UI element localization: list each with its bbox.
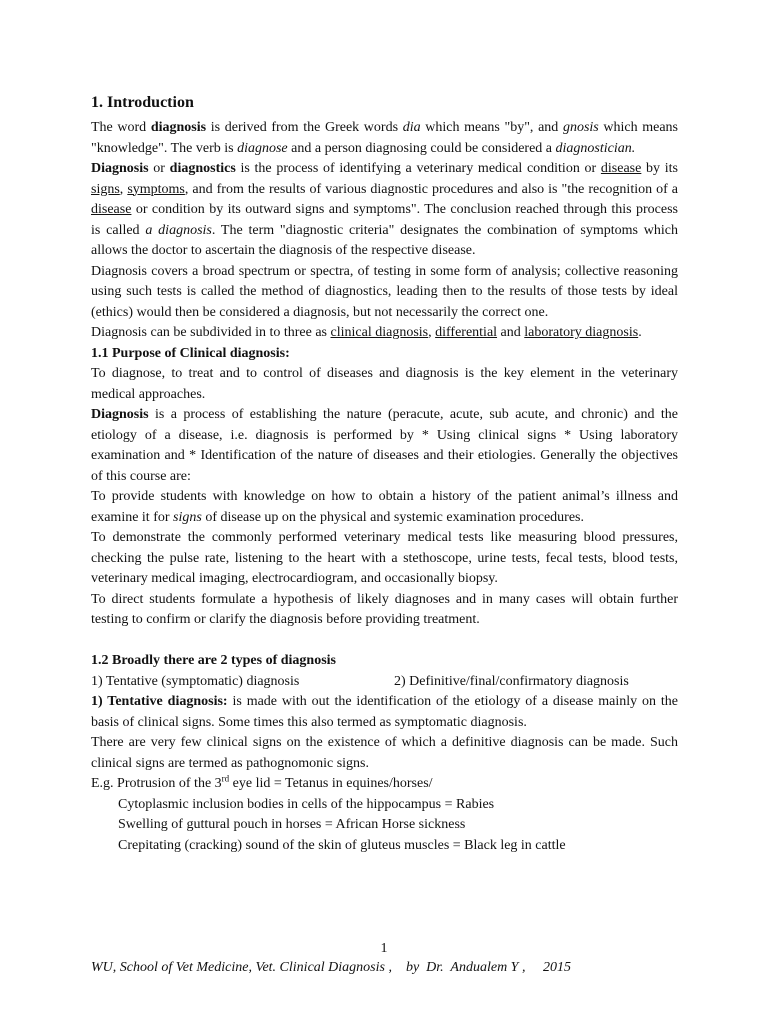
- example-african-horse-sickness: Swelling of guttural pouch in horses = African Horse sickness: [118, 817, 466, 832]
- bold-term: Diagnosis: [91, 407, 149, 422]
- paragraph-definition: [91, 159, 678, 262]
- types-row: [91, 672, 678, 693]
- paragraph-objective-history: [91, 487, 678, 528]
- text: or condition by its outward signs and symptoms". The conclusion reached through this process is called: [91, 202, 678, 238]
- example-black-leg: Crepitating (cracking) sound of the skin of gluteus muscles = Black leg in cattle: [118, 837, 566, 853]
- italic-term: diagnose: [237, 140, 288, 156]
- text: is the process of identifying a veterinary medical condition or: [235, 161, 601, 176]
- text: ,: [119, 181, 128, 197]
- bold-term: Diagnosis: [91, 161, 149, 176]
- bold-term: diagnostics: [169, 161, 236, 176]
- text: . The term "diagnostic criteria" designates the combination of symptoms which allows the doctor to ascertain the diagnosis of the respective disease.: [91, 222, 678, 258]
- link-clinical-diagnosis[interactable]: clinical diagnosis: [330, 325, 429, 340]
- link-signs[interactable]: signs: [91, 181, 120, 197]
- superscript: rd: [221, 773, 230, 784]
- text: and: [497, 325, 525, 340]
- bold-term: diagnosis: [150, 120, 207, 135]
- document-body: [91, 92, 678, 856]
- text: of disease up on the physical and systemic examination procedures.: [201, 509, 584, 525]
- bold-term: 1) Tentative diagnosis:: [91, 694, 228, 709]
- italic-term: signs: [173, 509, 202, 525]
- type-definitive: 2) Definitive/final/confirmatory diagnosis: [394, 673, 629, 689]
- text: is a process of establishing the nature (peracute, acute, sub acute, and chronic) and the etiology of a disease, i.e. diagnosis is performed by * Using clinical signs * Using laboratory examination and * Identification of the nature of diseases and their etiologies. Generally the objectives of this course are:: [91, 407, 678, 484]
- link-laboratory-diagnosis[interactable]: laboratory diagnosis: [524, 325, 639, 340]
- page-footer: WU, School of Vet Medicine, Vet. Clinical Diagnosis , by Dr. Andualem Y , 2015: [91, 960, 571, 975]
- text: which means "knowledge". The verb is: [91, 120, 679, 156]
- example-rabies: Cytoplasmic inclusion bodies in cells of the hippocampus = Rabies: [118, 796, 495, 812]
- paragraph-objective-hypothesis: To direct students formulate a hypothesis of likely diagnoses and in many cases will obtain further testing to confirm or clarify the diagnosis before providing treatment.: [91, 591, 678, 627]
- paragraph-purpose: To diagnose, to treat and to control of diseases and diagnosis is the key element in the veterinary medical approaches.: [91, 366, 678, 402]
- text: To provide students with knowledge on how to obtain a history of the patient animal’s illness and examine it for: [91, 489, 678, 525]
- italic-term: gnosis: [562, 120, 599, 135]
- link-differential[interactable]: differential: [435, 325, 498, 340]
- text: Diagnosis can be subdivided in to three as: [91, 325, 331, 340]
- paragraph-process: [91, 405, 678, 487]
- section-heading-introduction: 1. Introduction: [91, 94, 194, 111]
- text: by its: [641, 161, 678, 176]
- link-disease[interactable]: disease: [600, 161, 642, 176]
- paragraph-subdivision: [91, 323, 678, 344]
- type-tentative: 1) Tentative (symptomatic) diagnosis: [91, 673, 300, 689]
- link-disease[interactable]: disease: [91, 202, 132, 217]
- text: The word: [91, 120, 151, 135]
- text: or: [148, 161, 170, 176]
- italic-term: dia: [402, 120, 421, 135]
- paragraph-etymology: [91, 118, 678, 159]
- page-number: 1: [380, 941, 388, 956]
- link-symptoms[interactable]: symptoms: [127, 181, 185, 197]
- italic-term: a diagnosis: [145, 222, 212, 238]
- text: is made with out the identification of the etiology of a disease mainly on the basis of clinical signs. Some times this also termed as symptomatic diagnosis.: [91, 694, 678, 730]
- example-tetanus: [91, 774, 678, 795]
- section-heading-purpose: 1.1 Purpose of Clinical diagnosis:: [91, 345, 290, 361]
- italic-term: diagnostician.: [555, 140, 636, 156]
- text: E.g. Protrusion of the 3: [91, 776, 222, 791]
- paragraph-spectrum: Diagnosis covers a broad spectrum or spectra, of testing in some form of analysis; collective reasoning using such tests is called the method of diagnostics, leading then to the results of those tests by ideal (ethics) would then be considered a diagnosis, but not necessarily the correct one.: [91, 263, 678, 320]
- text: ,: [428, 325, 436, 340]
- text: is derived from the Greek words: [206, 120, 403, 135]
- section-heading-types: 1.2 Broadly there are 2 types of diagnosis: [91, 653, 337, 668]
- paragraph-pathognomonic: There are very few clinical signs on the existence of which a definitive diagnosis can be made. Such clinical signs are termed as pathognomonic signs.: [91, 735, 678, 771]
- blank-line: [91, 631, 678, 652]
- text: .: [638, 325, 642, 340]
- text: and a person diagnosing could be considered a: [287, 140, 556, 156]
- text: eye lid = Tetanus in equines/horses/: [229, 776, 433, 791]
- text: , and from the results of various diagnostic procedures and also is "the recognition of a: [184, 181, 678, 197]
- paragraph-tentative: [91, 692, 678, 733]
- text: which means "by", and: [420, 120, 563, 135]
- paragraph-objective-tests: To demonstrate the commonly performed veterinary medical tests like measuring blood pressures, checking the pulse rate, listening to the heart with a stethoscope, urine tests, fecal tests, blood tests, veterinary medical imaging, electrocardiogram, and occasionally biopsy.: [91, 530, 678, 586]
